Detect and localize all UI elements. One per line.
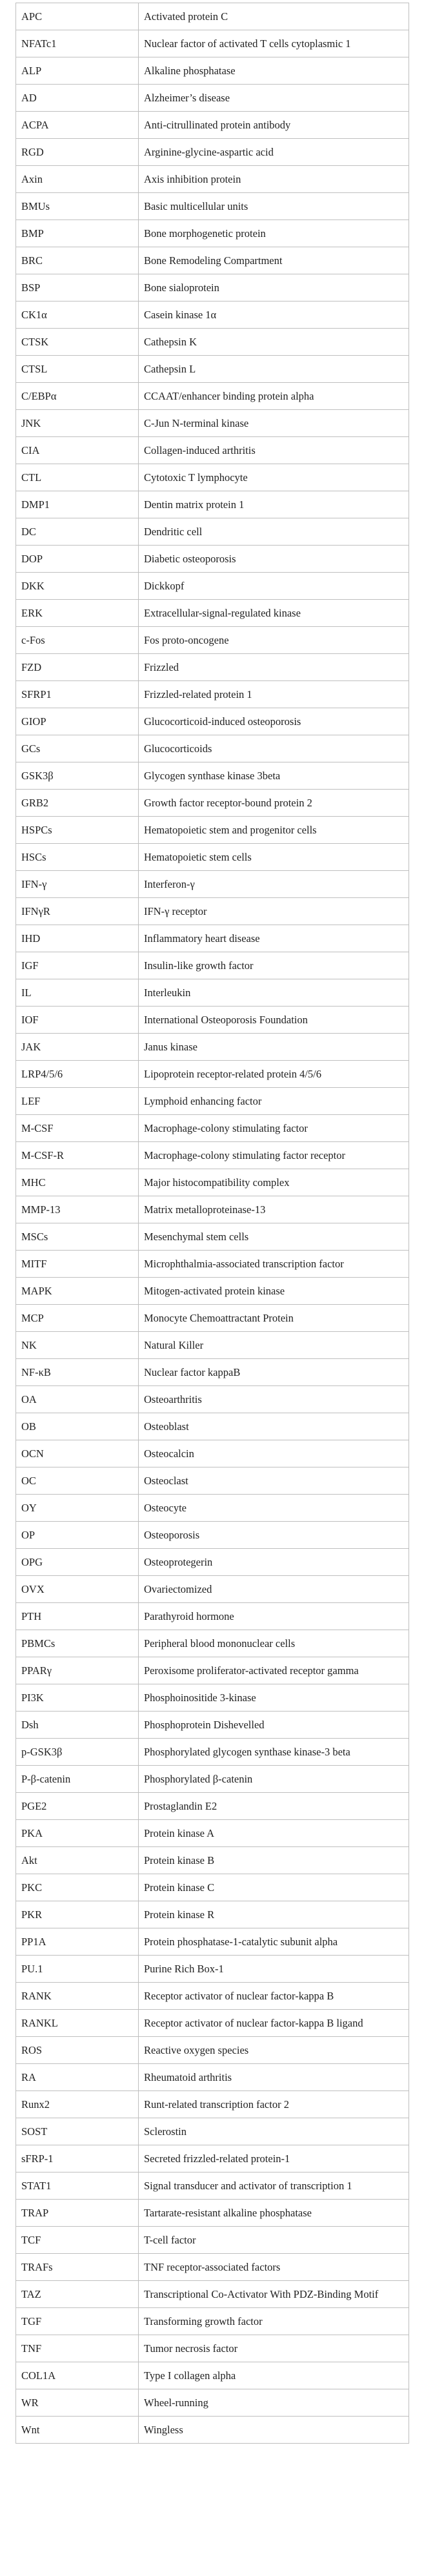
definition-cell: Frizzled-related protein 1 bbox=[139, 681, 409, 708]
abbreviation-cell: ALP bbox=[16, 57, 139, 85]
table-row bbox=[16, 1684, 409, 1712]
table-row bbox=[16, 247, 409, 274]
abbreviation-cell: Dsh bbox=[16, 1712, 139, 1739]
table-row bbox=[16, 85, 409, 112]
abbreviation-cell: BSP bbox=[16, 274, 139, 302]
definition-cell: Monocyte Chemoattractant Protein bbox=[139, 1305, 409, 1332]
table-row bbox=[16, 1603, 409, 1630]
abbreviation-cell: ACPA bbox=[16, 112, 139, 139]
definition-cell: Protein kinase C bbox=[139, 1874, 409, 1901]
abbreviation-cell: HSCs bbox=[16, 844, 139, 871]
definition-cell: Arginine-glycine-aspartic acid bbox=[139, 139, 409, 166]
definition-cell: Protein phosphatase-1-catalytic subunit alpha bbox=[139, 1928, 409, 1956]
abbreviation-cell: OB bbox=[16, 1413, 139, 1440]
definition-cell: Phosphorylated glycogen synthase kinase-3 beta bbox=[139, 1739, 409, 1766]
definition-cell: Peripheral blood mononuclear cells bbox=[139, 1630, 409, 1657]
abbreviation-cell: DKK bbox=[16, 573, 139, 600]
definition-cell: Wheel-running bbox=[139, 2389, 409, 2417]
table-row bbox=[16, 139, 409, 166]
definition-cell: Insulin-like growth factor bbox=[139, 952, 409, 979]
table-row bbox=[16, 600, 409, 627]
table-row bbox=[16, 627, 409, 654]
definition-cell: Diabetic osteoporosis bbox=[139, 546, 409, 573]
definition-cell: Natural Killer bbox=[139, 1332, 409, 1359]
table-row bbox=[16, 979, 409, 1007]
abbreviation-cell: HSPCs bbox=[16, 817, 139, 844]
abbreviation-cell: p-GSK3β bbox=[16, 1739, 139, 1766]
table-row bbox=[16, 1901, 409, 1928]
abbreviation-cell: TCF bbox=[16, 2227, 139, 2254]
definition-cell: Osteoporosis bbox=[139, 1522, 409, 1549]
definition-cell: Cytotoxic T lymphocyte bbox=[139, 464, 409, 491]
table-row bbox=[16, 2037, 409, 2064]
table-row bbox=[16, 2145, 409, 2172]
abbreviation-cell: COL1A bbox=[16, 2362, 139, 2389]
table-row bbox=[16, 2335, 409, 2362]
abbreviation-cell: GSK3β bbox=[16, 762, 139, 790]
table-row bbox=[16, 1413, 409, 1440]
table-row bbox=[16, 166, 409, 193]
definition-cell: Receptor activator of nuclear factor-kappa B bbox=[139, 1983, 409, 2010]
table-row bbox=[16, 1847, 409, 1874]
definition-cell: Nuclear factor of activated T cells cytoplasmic 1 bbox=[139, 30, 409, 57]
table-row bbox=[16, 817, 409, 844]
abbreviation-cell: LEF bbox=[16, 1088, 139, 1115]
definition-cell: Casein kinase 1α bbox=[139, 302, 409, 329]
table-row bbox=[16, 1495, 409, 1522]
table-row bbox=[16, 383, 409, 410]
abbreviation-cell: Runx2 bbox=[16, 2091, 139, 2118]
table-row bbox=[16, 925, 409, 952]
abbreviation-cell: Wnt bbox=[16, 2417, 139, 2444]
table-row bbox=[16, 1386, 409, 1413]
abbreviation-cell: RANK bbox=[16, 1983, 139, 2010]
abbreviation-cell: GIOP bbox=[16, 708, 139, 735]
abbreviation-cell: c-Fos bbox=[16, 627, 139, 654]
table-row bbox=[16, 2362, 409, 2389]
table-row bbox=[16, 1983, 409, 2010]
table-row bbox=[16, 708, 409, 735]
abbreviation-cell: AD bbox=[16, 85, 139, 112]
abbreviation-cell: MCP bbox=[16, 1305, 139, 1332]
table-row bbox=[16, 3, 409, 30]
table-row bbox=[16, 220, 409, 247]
table-row bbox=[16, 1359, 409, 1386]
table-row bbox=[16, 437, 409, 464]
table-row bbox=[16, 491, 409, 518]
table-row bbox=[16, 1576, 409, 1603]
abbreviation-cell: IHD bbox=[16, 925, 139, 952]
definition-cell: T-cell factor bbox=[139, 2227, 409, 2254]
abbreviation-cell: OCN bbox=[16, 1440, 139, 1467]
definition-cell: Phosphoinositide 3-kinase bbox=[139, 1684, 409, 1712]
table-row bbox=[16, 1712, 409, 1739]
definition-cell: Glycogen synthase kinase 3beta bbox=[139, 762, 409, 790]
abbreviation-cell: SFRP1 bbox=[16, 681, 139, 708]
abbreviation-cell: TRAP bbox=[16, 2200, 139, 2227]
abbreviations-table-body bbox=[16, 3, 409, 2444]
table-row bbox=[16, 1223, 409, 1251]
table-row bbox=[16, 1630, 409, 1657]
abbreviation-cell: IFN-γ bbox=[16, 871, 139, 898]
abbreviation-cell: JAK bbox=[16, 1034, 139, 1061]
abbreviation-cell: MHC bbox=[16, 1169, 139, 1196]
table-row bbox=[16, 1305, 409, 1332]
definition-cell: Lipoprotein receptor-related protein 4/5/6 bbox=[139, 1061, 409, 1088]
definition-cell: Major histocompatibility complex bbox=[139, 1169, 409, 1196]
definition-cell: Janus kinase bbox=[139, 1034, 409, 1061]
definition-cell: Transforming growth factor bbox=[139, 2308, 409, 2335]
definition-cell: Dickkopf bbox=[139, 573, 409, 600]
abbreviation-cell: PBMCs bbox=[16, 1630, 139, 1657]
table-row bbox=[16, 762, 409, 790]
abbreviation-cell: PI3K bbox=[16, 1684, 139, 1712]
table-row bbox=[16, 193, 409, 220]
abbreviation-cell: RGD bbox=[16, 139, 139, 166]
table-row bbox=[16, 844, 409, 871]
table-row bbox=[16, 1766, 409, 1793]
table-row bbox=[16, 2281, 409, 2308]
abbreviation-cell: CTL bbox=[16, 464, 139, 491]
definition-cell: Type I collagen alpha bbox=[139, 2362, 409, 2389]
abbreviation-cell: DMP1 bbox=[16, 491, 139, 518]
definition-cell: Collagen-induced arthritis bbox=[139, 437, 409, 464]
definition-cell: Macrophage-colony stimulating factor receptor bbox=[139, 1142, 409, 1169]
table-row bbox=[16, 2417, 409, 2444]
table-row bbox=[16, 735, 409, 762]
abbreviation-cell: BMP bbox=[16, 220, 139, 247]
abbreviation-cell: M-CSF-R bbox=[16, 1142, 139, 1169]
table-row bbox=[16, 329, 409, 356]
definition-cell: Cathepsin K bbox=[139, 329, 409, 356]
definition-cell: Tartarate-resistant alkaline phosphatase bbox=[139, 2200, 409, 2227]
definition-cell: Activated protein C bbox=[139, 3, 409, 30]
abbreviation-cell: sFRP-1 bbox=[16, 2145, 139, 2172]
table-row bbox=[16, 1739, 409, 1766]
abbreviation-cell: RANKL bbox=[16, 2010, 139, 2037]
definition-cell: Nuclear factor kappaB bbox=[139, 1359, 409, 1386]
table-row bbox=[16, 1034, 409, 1061]
definition-cell: Prostaglandin E2 bbox=[139, 1793, 409, 1820]
definition-cell: Interferon-γ bbox=[139, 871, 409, 898]
definition-cell: Signal transducer and activator of transcription 1 bbox=[139, 2172, 409, 2200]
abbreviation-cell: NF-κB bbox=[16, 1359, 139, 1386]
abbreviation-cell: CIA bbox=[16, 437, 139, 464]
table-row bbox=[16, 30, 409, 57]
definition-cell: Mesenchymal stem cells bbox=[139, 1223, 409, 1251]
definition-cell: Protein kinase B bbox=[139, 1847, 409, 1874]
definition-cell: Secreted frizzled-related protein-1 bbox=[139, 2145, 409, 2172]
abbreviation-cell: MITF bbox=[16, 1251, 139, 1278]
abbreviation-cell: IOF bbox=[16, 1007, 139, 1034]
table-row bbox=[16, 356, 409, 383]
abbreviation-cell: IL bbox=[16, 979, 139, 1007]
definition-cell: IFN-γ receptor bbox=[139, 898, 409, 925]
table-row bbox=[16, 1793, 409, 1820]
table-row bbox=[16, 1088, 409, 1115]
definition-cell: Dentin matrix protein 1 bbox=[139, 491, 409, 518]
definition-cell: Phosphoprotein Dishevelled bbox=[139, 1712, 409, 1739]
definition-cell: Mitogen-activated protein kinase bbox=[139, 1278, 409, 1305]
definition-cell: Protein kinase A bbox=[139, 1820, 409, 1847]
definition-cell: Osteoarthritis bbox=[139, 1386, 409, 1413]
definition-cell: Rheumatoid arthritis bbox=[139, 2064, 409, 2091]
table-row bbox=[16, 1874, 409, 1901]
abbreviation-cell: TGF bbox=[16, 2308, 139, 2335]
abbreviation-cell: TAZ bbox=[16, 2281, 139, 2308]
table-row bbox=[16, 1928, 409, 1956]
definition-cell: Reactive oxygen species bbox=[139, 2037, 409, 2064]
table-row bbox=[16, 681, 409, 708]
abbreviation-cell: C/EBPα bbox=[16, 383, 139, 410]
definition-cell: Bone sialoprotein bbox=[139, 274, 409, 302]
definition-cell: Hematopoietic stem cells bbox=[139, 844, 409, 871]
abbreviation-cell: MMP-13 bbox=[16, 1196, 139, 1223]
definition-cell: Sclerostin bbox=[139, 2118, 409, 2145]
definition-cell: Matrix metalloproteinase-13 bbox=[139, 1196, 409, 1223]
abbreviation-cell: JNK bbox=[16, 410, 139, 437]
abbreviation-cell: MSCs bbox=[16, 1223, 139, 1251]
table-row bbox=[16, 1115, 409, 1142]
abbreviation-cell: PKC bbox=[16, 1874, 139, 1901]
table-row bbox=[16, 952, 409, 979]
definition-cell: Dendritic cell bbox=[139, 518, 409, 546]
abbreviation-cell: APC bbox=[16, 3, 139, 30]
abbreviation-cell: GCs bbox=[16, 735, 139, 762]
definition-cell: Hematopoietic stem and progenitor cells bbox=[139, 817, 409, 844]
abbreviation-cell: OPG bbox=[16, 1549, 139, 1576]
definition-cell: Bone Remodeling Compartment bbox=[139, 247, 409, 274]
table-row bbox=[16, 2010, 409, 2037]
definition-cell: Protein kinase R bbox=[139, 1901, 409, 1928]
table-row bbox=[16, 1007, 409, 1034]
abbreviation-cell: NFATc1 bbox=[16, 30, 139, 57]
definition-cell: Osteocalcin bbox=[139, 1440, 409, 1467]
table-row bbox=[16, 2308, 409, 2335]
table-row bbox=[16, 1061, 409, 1088]
definition-cell: Frizzled bbox=[139, 654, 409, 681]
table-row bbox=[16, 1549, 409, 1576]
abbreviation-cell: OA bbox=[16, 1386, 139, 1413]
table-row bbox=[16, 1251, 409, 1278]
definition-cell: Interleukin bbox=[139, 979, 409, 1007]
definition-cell: Growth factor receptor-bound protein 2 bbox=[139, 790, 409, 817]
definition-cell: Parathyroid hormone bbox=[139, 1603, 409, 1630]
definition-cell: Alkaline phosphatase bbox=[139, 57, 409, 85]
definition-cell: Ovariectomized bbox=[139, 1576, 409, 1603]
definition-cell: Transcriptional Co-Activator With PDZ-Binding Motif bbox=[139, 2281, 409, 2308]
table-row bbox=[16, 410, 409, 437]
definition-cell: Bone morphogenetic protein bbox=[139, 220, 409, 247]
table-row bbox=[16, 654, 409, 681]
table-row bbox=[16, 2227, 409, 2254]
table-row bbox=[16, 274, 409, 302]
definition-cell: Glucocorticoids bbox=[139, 735, 409, 762]
abbreviation-cell: TNF bbox=[16, 2335, 139, 2362]
abbreviation-cell: CTSL bbox=[16, 356, 139, 383]
abbreviation-cell: CK1α bbox=[16, 302, 139, 329]
abbreviation-cell: OC bbox=[16, 1467, 139, 1495]
definition-cell: Receptor activator of nuclear factor-kappa B ligand bbox=[139, 2010, 409, 2037]
table-row bbox=[16, 2064, 409, 2091]
abbreviation-cell: FZD bbox=[16, 654, 139, 681]
abbreviation-cell: MAPK bbox=[16, 1278, 139, 1305]
definition-cell: Extracellular-signal-regulated kinase bbox=[139, 600, 409, 627]
abbreviation-cell: OVX bbox=[16, 1576, 139, 1603]
definition-cell: Microphthalmia-associated transcription factor bbox=[139, 1251, 409, 1278]
definition-cell: Osteoclast bbox=[139, 1467, 409, 1495]
abbreviation-cell: STAT1 bbox=[16, 2172, 139, 2200]
definition-cell: Glucocorticoid-induced osteoporosis bbox=[139, 708, 409, 735]
abbreviation-cell: PKA bbox=[16, 1820, 139, 1847]
definition-cell: Peroxisome proliferator-activated receptor gamma bbox=[139, 1657, 409, 1684]
abbreviation-cell: BMUs bbox=[16, 193, 139, 220]
abbreviation-cell: DOP bbox=[16, 546, 139, 573]
abbreviation-cell: WR bbox=[16, 2389, 139, 2417]
table-row bbox=[16, 1169, 409, 1196]
definition-cell: Anti-citrullinated protein antibody bbox=[139, 112, 409, 139]
table-row bbox=[16, 898, 409, 925]
table-row bbox=[16, 2254, 409, 2281]
definition-cell: CCAAT/enhancer binding protein alpha bbox=[139, 383, 409, 410]
table-row bbox=[16, 1142, 409, 1169]
table-row bbox=[16, 2172, 409, 2200]
abbreviation-cell: IFNγR bbox=[16, 898, 139, 925]
definition-cell: Inflammatory heart disease bbox=[139, 925, 409, 952]
definition-cell: Macrophage-colony stimulating factor bbox=[139, 1115, 409, 1142]
abbreviation-cell: CTSK bbox=[16, 329, 139, 356]
table-row bbox=[16, 1820, 409, 1847]
table-row bbox=[16, 573, 409, 600]
definition-cell: Wingless bbox=[139, 2417, 409, 2444]
abbreviation-cell: P-β-catenin bbox=[16, 1766, 139, 1793]
abbreviations-table bbox=[15, 3, 409, 2444]
abbreviation-cell: SOST bbox=[16, 2118, 139, 2145]
definition-cell: TNF receptor-associated factors bbox=[139, 2254, 409, 2281]
abbreviation-cell: OP bbox=[16, 1522, 139, 1549]
definition-cell: Tumor necrosis factor bbox=[139, 2335, 409, 2362]
definition-cell: Fos proto-oncogene bbox=[139, 627, 409, 654]
table-row bbox=[16, 2118, 409, 2145]
abbreviation-cell: TRAFs bbox=[16, 2254, 139, 2281]
table-row bbox=[16, 57, 409, 85]
abbreviation-cell: PPARγ bbox=[16, 1657, 139, 1684]
abbreviation-cell: PGE2 bbox=[16, 1793, 139, 1820]
definition-cell: Phosphorylated β-catenin bbox=[139, 1766, 409, 1793]
abbreviation-cell: OY bbox=[16, 1495, 139, 1522]
abbreviation-cell: BRC bbox=[16, 247, 139, 274]
definition-cell: Runt-related transcription factor 2 bbox=[139, 2091, 409, 2118]
table-row bbox=[16, 1196, 409, 1223]
definition-cell: Osteoblast bbox=[139, 1413, 409, 1440]
definition-cell: Osteocyte bbox=[139, 1495, 409, 1522]
definition-cell: International Osteoporosis Foundation bbox=[139, 1007, 409, 1034]
table-row bbox=[16, 2200, 409, 2227]
abbreviation-cell: PTH bbox=[16, 1603, 139, 1630]
table-row bbox=[16, 1278, 409, 1305]
abbreviation-cell: Axin bbox=[16, 166, 139, 193]
abbreviation-cell: PP1A bbox=[16, 1928, 139, 1956]
table-row bbox=[16, 2389, 409, 2417]
abbreviation-cell: LRP4/5/6 bbox=[16, 1061, 139, 1088]
abbreviation-cell: PU.1 bbox=[16, 1956, 139, 1983]
table-row bbox=[16, 1956, 409, 1983]
abbreviation-cell: M-CSF bbox=[16, 1115, 139, 1142]
abbreviation-cell: ERK bbox=[16, 600, 139, 627]
definition-cell: Purine Rich Box-1 bbox=[139, 1956, 409, 1983]
abbreviation-cell: Akt bbox=[16, 1847, 139, 1874]
definition-cell: C-Jun N-terminal kinase bbox=[139, 410, 409, 437]
table-row bbox=[16, 1440, 409, 1467]
table-row bbox=[16, 464, 409, 491]
definition-cell: Lymphoid enhancing factor bbox=[139, 1088, 409, 1115]
table-row bbox=[16, 112, 409, 139]
table-row bbox=[16, 1467, 409, 1495]
abbreviation-cell: GRB2 bbox=[16, 790, 139, 817]
table-row bbox=[16, 871, 409, 898]
table-row bbox=[16, 302, 409, 329]
table-row bbox=[16, 790, 409, 817]
definition-cell: Basic multicellular units bbox=[139, 193, 409, 220]
definition-cell: Osteoprotegerin bbox=[139, 1549, 409, 1576]
abbreviation-cell: IGF bbox=[16, 952, 139, 979]
abbreviation-cell: ROS bbox=[16, 2037, 139, 2064]
abbreviation-cell: PKR bbox=[16, 1901, 139, 1928]
definition-cell: Axis inhibition protein bbox=[139, 166, 409, 193]
table-row bbox=[16, 518, 409, 546]
table-row bbox=[16, 1657, 409, 1684]
definition-cell: Alzheimer’s disease bbox=[139, 85, 409, 112]
table-row bbox=[16, 1522, 409, 1549]
abbreviation-cell: DC bbox=[16, 518, 139, 546]
abbreviation-cell: NK bbox=[16, 1332, 139, 1359]
abbreviation-cell: RA bbox=[16, 2064, 139, 2091]
table-row bbox=[16, 546, 409, 573]
table-row bbox=[16, 1332, 409, 1359]
definition-cell: Cathepsin L bbox=[139, 356, 409, 383]
table-row bbox=[16, 2091, 409, 2118]
